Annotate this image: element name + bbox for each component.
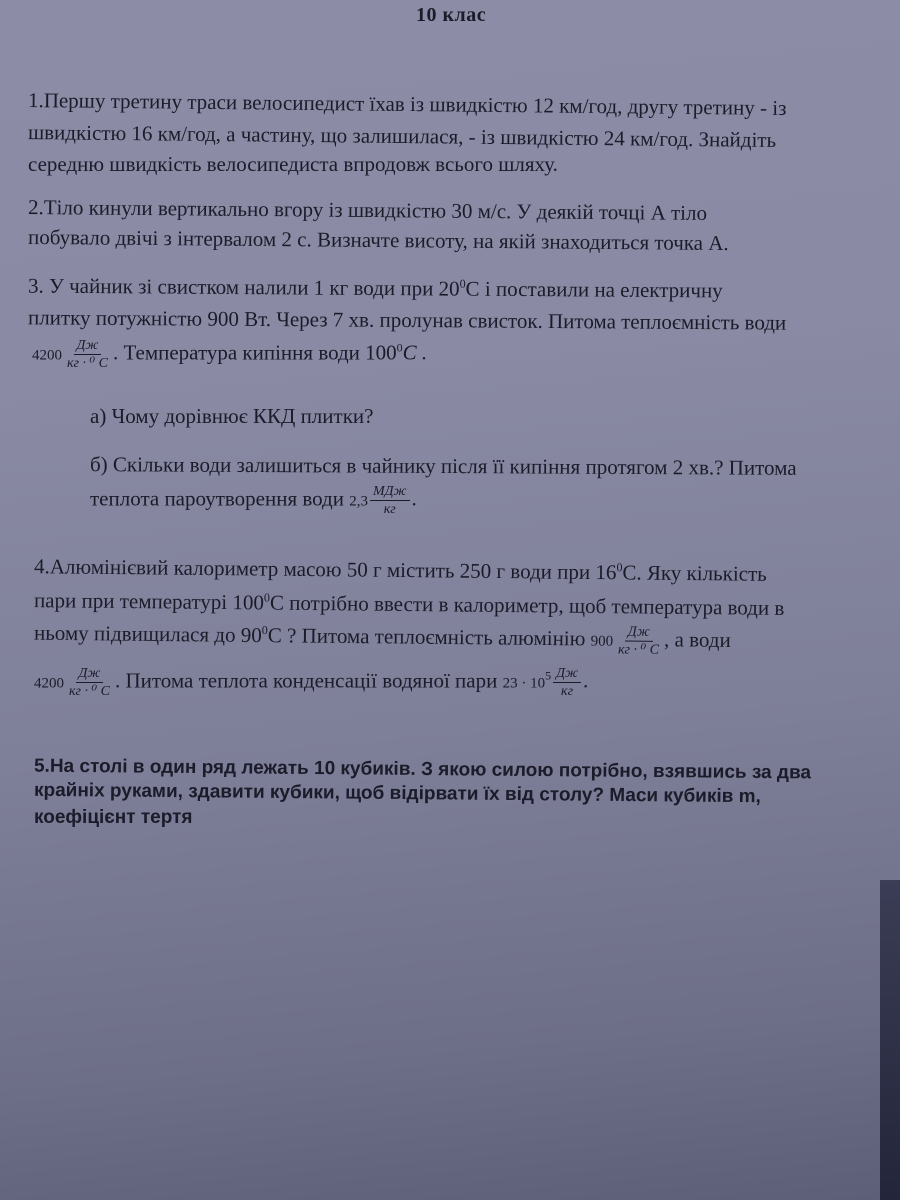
problem-3-part-b-line-2: [90, 484, 417, 517]
problem-4-line-2-text: пари при температурі 100: [33, 588, 265, 615]
temperature-unit: C .: [402, 340, 428, 365]
unit-fraction: [64, 338, 111, 371]
period: .: [583, 668, 589, 693]
fraction-numerator: Дж: [74, 338, 102, 355]
problem-4-line-3: [34, 618, 731, 658]
problem-3-part-a: а) Чому дорівнює ККД плитки?: [90, 404, 374, 428]
problem-4-line-1-text: 4.Алюмінієвий калориметр масою 50 г містить 250 г води при 16: [33, 554, 617, 585]
problem-4-line-3-text: ньому підвищилася до 90: [33, 620, 262, 648]
specific-heat-value: 4200: [32, 347, 62, 364]
problem-3-line-3-text: . Температура кипіння води 100: [112, 340, 397, 365]
problem-3-line-1-rest: C і поставили на електричну: [465, 276, 723, 303]
problem-5-line-2: крайніх руками, здавити кубики, щоб відірвати їх від столу? Маси кубиків m,: [33, 779, 761, 808]
condensation-heat-value: 23 · 10: [502, 675, 546, 692]
part-b-text: теплота пароутворення води: [90, 486, 344, 511]
problem-5-line-3: коефіцієнт тертя: [34, 807, 193, 828]
problem-4-line-2: [34, 588, 785, 620]
vaporization-heat-value: 2,3: [349, 493, 368, 510]
problem-3-line-3: [32, 338, 427, 371]
problem-1-line-3: середню швидкість велосипедиста впродовж всього шляху.: [28, 152, 558, 176]
exponent: 5: [545, 668, 552, 683]
unit-fraction: [370, 484, 410, 517]
problem-2-line-2: побувало двічі з інтервалом 2 с. Визначте висоту, на якій знаходиться точка А.: [27, 224, 729, 256]
degree-mark: 0: [263, 590, 271, 605]
fraction-denominator: кг: [383, 502, 396, 517]
problem-2-line-1: 2.Тіло кинули вертикально вгору із швидкістю 30 м/с. У деякій точці А тіло: [27, 195, 708, 225]
problem-4-line-3-mid: С ? Питома теплоємність алюмінію: [267, 623, 586, 651]
problem-5-line-1: 5.На столі в один ряд лежать 10 кубиків. З якою силою потрібно, взявшись за два: [33, 755, 812, 784]
fraction-denominator: кг · ⁰ C: [69, 684, 110, 699]
problem-4-line-4-text: . Питома теплота конденсації водяної пари: [114, 668, 498, 693]
degree-mark: 0: [261, 623, 268, 638]
fraction-numerator: МДж: [370, 484, 410, 501]
unit-fraction: [66, 666, 113, 699]
unit-fraction: [553, 666, 581, 699]
problem-1-line-1: 1.Першу третину траси велосипедист їхав із швидкістю 12 км/год, другу третину - із: [27, 88, 787, 120]
problem-4-line-2-rest: С потрібно ввести в калориметр, щоб температура води в: [269, 590, 785, 620]
problem-3-line-1: [28, 274, 723, 303]
fraction-numerator: Дж: [625, 625, 653, 642]
fraction-denominator: кг · ⁰ C: [67, 356, 108, 371]
page-title: 10 клас: [416, 4, 487, 26]
problem-1-line-2: швидкістю 16 км/год, а частину, що залишилася, - із швидкістю 24 км/год. Знайдіть: [27, 120, 777, 152]
problem-3-part-b-line-1: б) Скільки води залишиться в чайнику після її кипіння протягом 2 хв.? Питома: [89, 452, 797, 480]
period: .: [411, 486, 417, 511]
degree-mark: 0: [616, 560, 623, 575]
fraction-denominator: кг · ⁰ C: [617, 642, 660, 658]
aluminium-heat-value: 900: [590, 633, 614, 650]
fraction-numerator: Дж: [553, 666, 581, 683]
problem-4-line-4: [34, 666, 588, 699]
problem-4-line-1: [34, 554, 767, 586]
problem-4-line-1-rest: С. Яку кількість: [622, 560, 767, 586]
problem-3-line-1-text: 3. У чайник зі свистком налили 1 кг води при 20: [27, 273, 460, 301]
degree-mark: 0: [396, 340, 403, 355]
problem-4-line-3-end: , а води: [664, 627, 731, 652]
degree-mark: 0: [459, 276, 466, 291]
unit-fraction: [615, 624, 662, 657]
fraction-denominator: кг: [561, 684, 574, 699]
problem-3-line-2: плитку потужністю 900 Вт. Через 7 хв. пролунав свисток. Питома теплоємність води: [27, 305, 787, 335]
water-heat-value: 4200: [34, 675, 64, 692]
fraction-numerator: Дж: [76, 666, 104, 683]
